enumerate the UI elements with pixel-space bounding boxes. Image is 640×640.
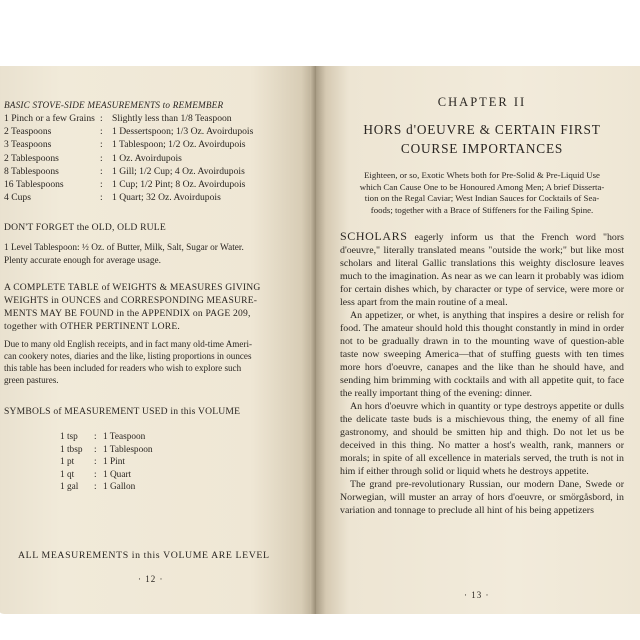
receipts-line: this table has been included for readers who wish to explore such	[4, 363, 242, 373]
symbol-abbr: 1 pt	[60, 457, 75, 468]
colon: :	[100, 165, 103, 177]
symbol-value: 1 Tablespoon	[103, 444, 153, 455]
measurement-value: 1 Cup; 1/2 Pint; 8 Oz. Avoirdupois	[112, 178, 246, 190]
measurement-value: 1 Oz. Avoirdupois	[112, 152, 182, 164]
rule-text-line: 1 Level Tablespoon: ½ Oz. of Butter, Milk, Salt, Sugar or Water.	[4, 243, 244, 253]
paragraph-text: eagerly inform us that the French word "hors d'oeuvre," literally translated means "outside the work;" but like most scholars and literal Gallic translations this weighty disclosure leaves much to the imagination. As near as we can learn it probably was idiom for certain dishes which, by character or type of service, were more or less apart from the main routine of a meal.	[340, 232, 625, 308]
symbol-row	[60, 457, 260, 470]
measurement-quantity: 4 Cups	[4, 192, 31, 204]
symbol-row	[60, 482, 260, 495]
symbol-value: 1 Quart	[103, 469, 132, 480]
symbol-abbr: 1 qt	[60, 469, 75, 480]
symbol-value: 1 Pint	[103, 457, 125, 468]
colon: :	[94, 457, 97, 468]
table-note-line: WEIGHTS in OUNCES and CORRESPONDING MEASURE-	[4, 295, 258, 306]
colon: :	[100, 113, 103, 124]
measurement-quantity: 1 Pinch or a few Grains	[4, 113, 95, 124]
symbol-value: 1 Gallon	[103, 482, 136, 493]
measurements-heading: BASIC STOVE-SIDE MEASUREMENTS to REMEMBER	[4, 100, 224, 110]
rule-heading: DON'T FORGET the OLD, OLD RULE	[4, 222, 166, 233]
measurement-quantity: 8 Tablespoons	[4, 165, 59, 177]
left-page	[0, 66, 314, 614]
book-spread	[0, 66, 640, 614]
chapter-body	[340, 230, 624, 517]
measurement-row	[4, 153, 296, 166]
measurement-quantity: 3 Teaspoons	[4, 139, 52, 151]
measurement-value: 1 Dessertspoon; 1/3 Oz. Avoirdupois	[112, 126, 254, 138]
chapter-title-line: COURSE IMPORTANCES	[400, 141, 564, 156]
measurement-quantity: 2 Tablespoons	[4, 152, 59, 164]
measurement-row	[4, 179, 296, 192]
measurement-row	[4, 139, 296, 152]
receipts-line: can cookery notes, diaries and the like, listing proportions in ounces	[4, 351, 252, 361]
colon: :	[100, 126, 103, 138]
measurement-value: Slightly less than 1/8 Teaspoon	[112, 113, 232, 124]
measurement-row	[4, 126, 296, 139]
symbol-abbr: 1 tbsp	[60, 444, 83, 455]
chapter-number: CHAPTER II	[437, 95, 527, 109]
table-note-line: together with OTHER PERTINENT LORE.	[4, 321, 180, 332]
chapter-title	[340, 120, 624, 158]
measurements-table	[4, 113, 296, 205]
body-paragraph: The grand pre-revolutionary Russian, our modern Dane, Swede or Norwegian, will muster an array of hors d'oeuvre, or smörgåsbord, in variation and tonnage to preclude all hint of his being appetizers	[340, 479, 624, 516]
measurement-value: 1 Gill; 1/2 Cup; 4 Oz. Avoirdupois	[112, 165, 245, 177]
table-note-line: A COMPLETE TABLE of WEIGHTS & MEASURES GIVING	[4, 282, 261, 293]
symbol-value: 1 Teaspoon	[103, 432, 146, 442]
receipts-line: green pastures.	[4, 375, 59, 385]
footer-note: ALL MEASUREMENTS in this VOLUME ARE LEVEL	[18, 550, 270, 561]
receipts-line: Due to many old English receipts, and in fact many old-time Ameri-	[4, 339, 252, 349]
colon: :	[94, 482, 97, 493]
measurement-row	[4, 113, 296, 126]
symbol-row	[60, 470, 260, 483]
chapter-subtitle	[346, 170, 618, 216]
rule-text-line: Plenty accurate enough for average usage.	[4, 256, 161, 266]
measurement-value: 1 Tablespoon; 1/2 Oz. Avoirdupois	[112, 139, 246, 151]
symbol-abbr: 1 tsp	[60, 432, 78, 442]
colon: :	[100, 139, 103, 151]
body-paragraph: An appetizer, or whet, is anything that inspires a desire or relish for food. The amateur should hold this thought constantly in mind in order not to be gradually drawn in to the mounting wave of question-able taste now sweeping America—that of stuffing guests with ten times more hors d'oeuvre, canapes and the like than he should have, and sending him brimming with cocktails and with all appetite quit, to face the really important thing of the evening: dinner.	[340, 310, 624, 399]
measurement-quantity: 2 Teaspoons	[4, 126, 52, 138]
subtitle-line: tion on the Regal Caviar; West Indian Sauces for Cocktails of Sea-	[364, 193, 600, 204]
table-note-line: MENTS MAY BE FOUND in the APPENDIX on PAGE 209,	[4, 308, 251, 319]
subtitle-line: foods; together with a Brace of Stiffeners for the Failing Spine.	[370, 204, 594, 215]
colon: :	[94, 444, 97, 455]
measurement-row	[4, 192, 296, 205]
chapter-title-line: HORS d'OEUVRE & CERTAIN FIRST	[363, 122, 601, 137]
measurement-row	[4, 166, 296, 179]
page-number-left: · 12 ·	[138, 574, 164, 584]
body-paragraph	[340, 230, 624, 309]
symbol-row	[60, 445, 260, 458]
colon: :	[94, 432, 97, 442]
symbols-table	[60, 432, 260, 495]
colon: :	[100, 178, 103, 190]
measurement-value: 1 Quart; 32 Oz. Avoirdupois	[112, 192, 221, 204]
drop-word: SCHOLARS	[340, 229, 408, 243]
subtitle-line: which Can Cause One to be Honoured Among Men; A brief Disserta-	[359, 181, 605, 192]
measurement-quantity: 16 Tablespoons	[4, 178, 64, 190]
symbol-abbr: 1 gal	[60, 482, 79, 493]
symbols-heading: SYMBOLS of MEASUREMENT USED in this VOLUME	[4, 406, 241, 417]
right-page	[316, 66, 640, 614]
body-paragraph: An hors d'oeuvre which in quantity or type destroys appetite or dulls the delicate taste buds is a mischievous thing, the enemy of all fine gastronomy, and should be smitten hip and thigh. Do not let us be deceived in this thing. No matter a host's wealth, rank, manners or morals; in spite of all excellence in materials served, the truth is not in him if either through solid or liquid whets he destroys appetite.	[340, 401, 624, 477]
colon: :	[100, 152, 103, 164]
colon: :	[100, 192, 103, 204]
colon: :	[94, 469, 97, 480]
page-number-right: · 13 ·	[464, 590, 490, 600]
subtitle-line: Eighteen, or so, Exotic Whets both for Pre-Solid & Pre-Liquid Use	[364, 170, 600, 180]
symbol-row	[60, 432, 260, 445]
